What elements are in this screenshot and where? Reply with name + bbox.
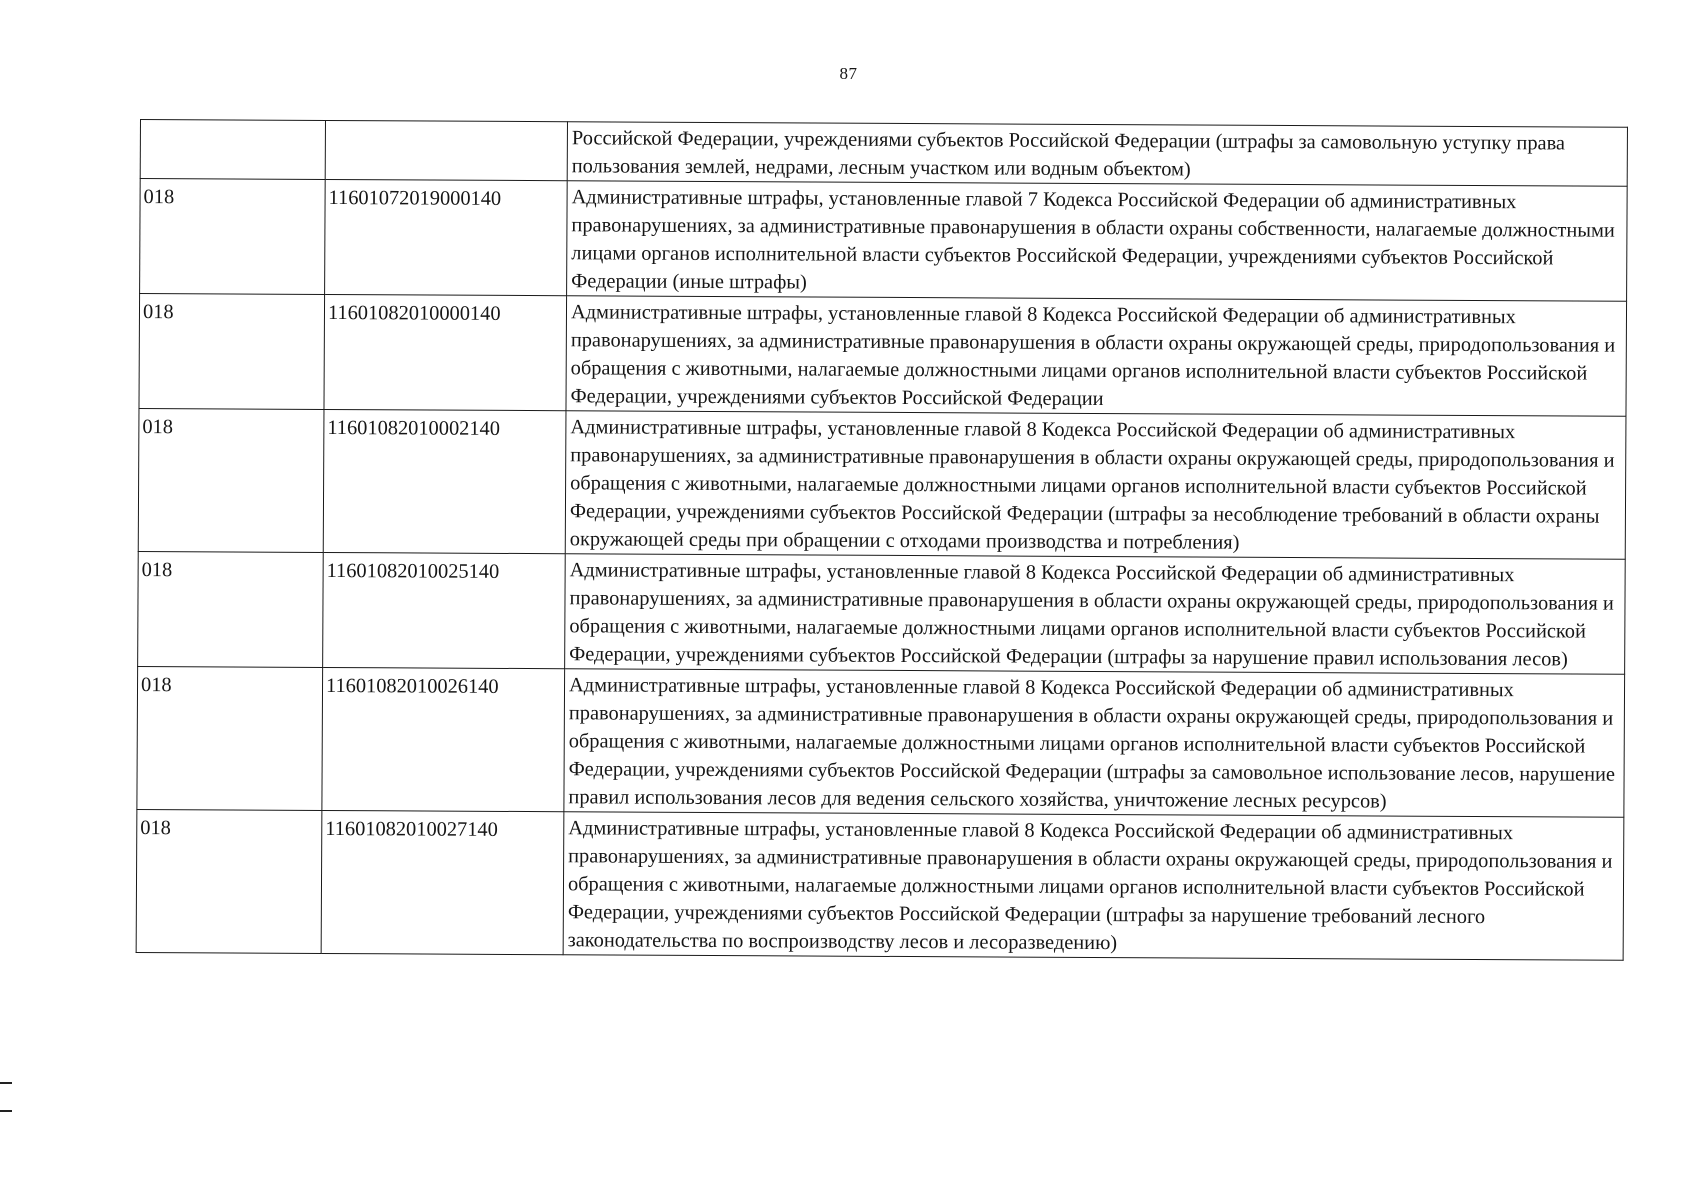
budget-code-cell: 11601072019000140 (325, 179, 568, 295)
description-cell: Административные штрафы, установленные главой 8 Кодекса Российской Федерации об административных правонарушениях, за административные правонарушения в области охраны окружающей среды, природопользования и обращения с животными, налагаемые должностными лицами органов исполнительной власти субъектов Российской Федерации, учреждениями субъектов Российской Федерации (566, 296, 1627, 417)
description-cell: Административные штрафы, установленные главой 7 Кодекса Российской Федерации об административных правонарушениях, за административные правонарушения в области охраны собственности, налагаемые должностными лицами органов исполнительной власти субъектов Российской Федерации, учреждениями субъектов Российской Федерации (иные штрафы) (567, 181, 1628, 302)
table-row (138, 551, 1626, 674)
admin-code-cell (140, 120, 325, 180)
budget-code-cell: 11601082010025140 (323, 552, 566, 668)
budget-code-cell: 11601082010027140 (321, 810, 564, 954)
budget-code-cell: 11601082010026140 (322, 667, 565, 811)
margin-mark (0, 1082, 12, 1084)
admin-code-cell: 018 (138, 551, 324, 667)
table-row (137, 666, 1625, 817)
table-row (138, 408, 1626, 559)
admin-code-cell: 018 (136, 809, 322, 953)
table-row (140, 179, 1628, 302)
page-number: 87 (839, 64, 858, 83)
description-cell: Административные штрафы, установленные главой 8 Кодекса Российской Федерации об административных правонарушениях, за административные правонарушения в области охраны окружающей среды, природопользования и обращения с животными, налагаемые должностными лицами органов исполнительной власти субъектов Российской Федерации, учреждениями субъектов Российской Федерации (штрафы за нарушение правил использования лесов) (565, 554, 1626, 675)
description-cell: Российской Федерации, учреждениями субъектов Российской Федерации (штрафы за самовольную уступку права пользования землей, недрами, лесным участком или водным объектом) (567, 122, 1627, 187)
budget-classification-table (136, 119, 1628, 961)
description-cell: Административные штрафы, установленные главой 8 Кодекса Российской Федерации об административных правонарушениях, за административные правонарушения в области охраны окружающей среды, природопользования и обращения с животными, налагаемые должностными лицами органов исполнительной власти субъектов Российской Федерации, учреждениями субъектов Российской Федерации (штрафы за самовольное использование лесов, нарушение правил использования лесов для ведения сельского хозяйства, уничтожение лесных ресурсов) (564, 669, 1625, 818)
admin-code-cell: 018 (137, 666, 323, 810)
budget-code-cell (325, 120, 567, 180)
table-row (139, 294, 1627, 417)
admin-code-cell: 018 (139, 294, 325, 410)
admin-code-cell: 018 (140, 179, 326, 295)
description-cell: Административные штрафы, установленные главой 8 Кодекса Российской Федерации об административных правонарушениях, за административные правонарушения в области охраны окружающей среды, природопользования и обращения с животными, налагаемые должностными лицами органов исполнительной власти субъектов Российской Федерации, учреждениями субъектов Российской Федерации (штрафы за нарушение требований лесного законодательства по воспроизводству лесов и лесоразведению) (563, 812, 1624, 961)
description-cell: Административные штрафы, установленные главой 8 Кодекса Российской Федерации об административных правонарушениях, за административные правонарушения в области охраны окружающей среды, природопользования и обращения с животными, налагаемые должностными лицами органов исполнительной власти субъектов Российской Федерации, учреждениями субъектов Российской Федерации (штрафы за несоблюдение требований в области охраны окружающей среды при обращении с отходами производства и потребления) (565, 411, 1626, 560)
table-row (140, 120, 1627, 187)
budget-code-cell: 11601082010000140 (324, 294, 567, 410)
table-row (136, 809, 1624, 960)
budget-code-cell: 11601082010002140 (323, 409, 566, 553)
margin-mark (0, 1110, 12, 1112)
fines-table-container (136, 119, 1628, 961)
admin-code-cell: 018 (138, 408, 324, 552)
